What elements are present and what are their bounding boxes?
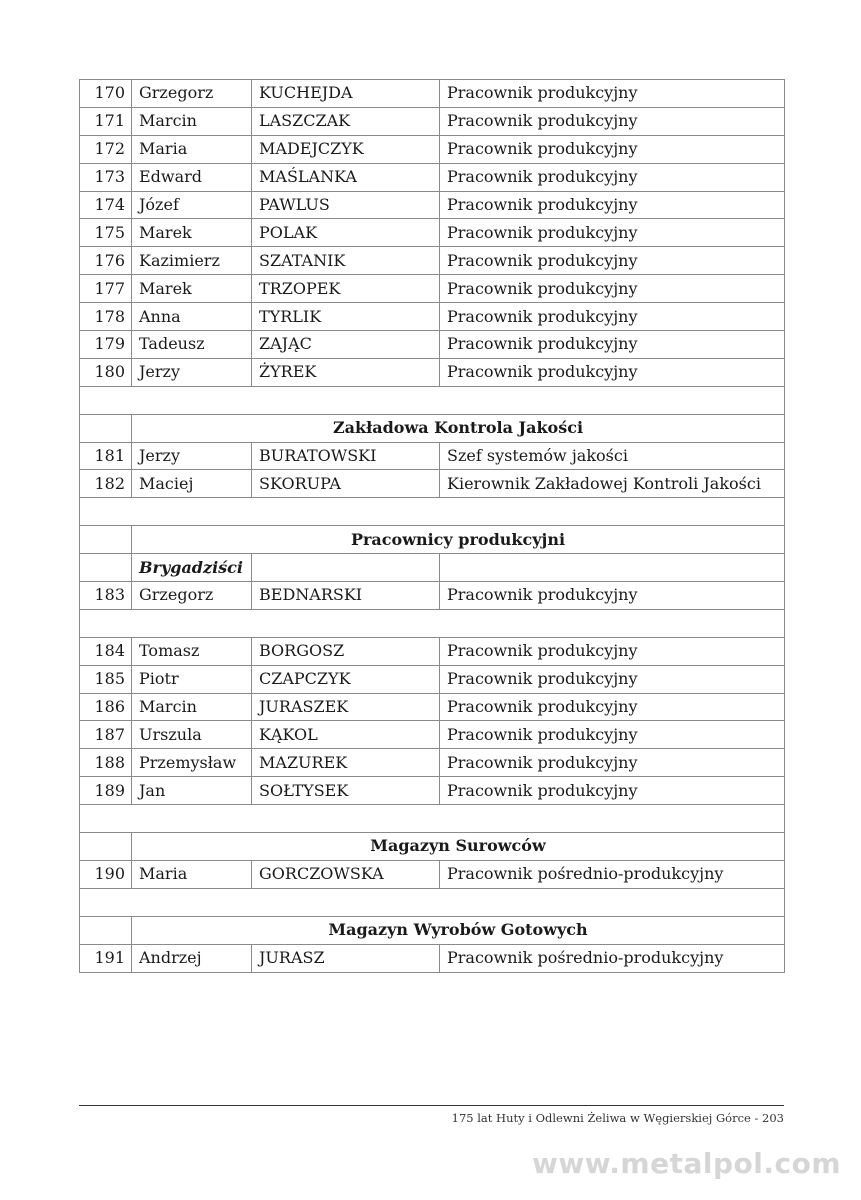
employee-number: 190 [80, 860, 132, 888]
empty-cell [252, 554, 440, 582]
first-name: Jerzy [132, 358, 252, 386]
job-position: Szef systemów jakości [440, 442, 785, 470]
last-name: GORCZOWSKA [252, 860, 440, 888]
staff-table-body [80, 80, 785, 973]
table-row [80, 275, 785, 303]
job-position: Pracownik produkcyjny [440, 163, 785, 191]
job-position: Pracownik produkcyjny [440, 637, 785, 665]
table-row [80, 665, 785, 693]
table-row [80, 135, 785, 163]
empty-cell [80, 609, 785, 637]
job-position: Pracownik produkcyjny [440, 777, 785, 805]
blank-row [80, 609, 785, 637]
employee-number: 181 [80, 442, 132, 470]
job-position: Pracownik produkcyjny [440, 107, 785, 135]
first-name: Anna [132, 303, 252, 331]
employee-number: 187 [80, 721, 132, 749]
employee-number: 173 [80, 163, 132, 191]
table-row [80, 442, 785, 470]
job-position: Pracownik produkcyjny [440, 693, 785, 721]
employee-number: 178 [80, 303, 132, 331]
blank-row [80, 888, 785, 916]
empty-cell [80, 386, 785, 414]
job-position: Kierownik Zakładowej Kontroli Jakości [440, 470, 785, 498]
first-name: Marcin [132, 693, 252, 721]
job-position: Pracownik produkcyjny [440, 247, 785, 275]
header-row [80, 414, 785, 442]
last-name: BURATOWSKI [252, 442, 440, 470]
first-name: Andrzej [132, 944, 252, 972]
job-position: Pracownik produkcyjny [440, 358, 785, 386]
page-footer: 175 lat Huty i Odlewni Żeliwa w Węgierskiej Górce - 203 [451, 1111, 784, 1125]
employee-number: 171 [80, 107, 132, 135]
empty-cell [80, 526, 132, 554]
last-name: BORGOSZ [252, 637, 440, 665]
table-row [80, 303, 785, 331]
first-name: Urszula [132, 721, 252, 749]
job-position: Pracownik pośrednio-produkcyjny [440, 860, 785, 888]
first-name: Grzegorz [132, 80, 252, 108]
first-name: Tadeusz [132, 331, 252, 359]
job-position: Pracownik produkcyjny [440, 721, 785, 749]
table-row [80, 693, 785, 721]
section-title: Magazyn Surowców [132, 833, 785, 861]
section-title: Zakładowa Kontrola Jakości [132, 414, 785, 442]
watermark: www.metalpol.com [531, 1147, 841, 1180]
last-name: TRZOPEK [252, 275, 440, 303]
job-position: Pracownik produkcyjny [440, 275, 785, 303]
job-position: Pracownik produkcyjny [440, 303, 785, 331]
section-title: Pracownicy produkcyjni [132, 526, 785, 554]
header-row [80, 526, 785, 554]
empty-cell [80, 414, 132, 442]
employee-number: 188 [80, 749, 132, 777]
last-name: TYRLIK [252, 303, 440, 331]
first-name: Maciej [132, 470, 252, 498]
employee-number: 176 [80, 247, 132, 275]
first-name: Tomasz [132, 637, 252, 665]
employee-number: 174 [80, 191, 132, 219]
employee-number: 191 [80, 944, 132, 972]
empty-cell [80, 888, 785, 916]
last-name: KĄKOL [252, 721, 440, 749]
last-name: SKORUPA [252, 470, 440, 498]
employee-number: 184 [80, 637, 132, 665]
header-row [80, 833, 785, 861]
empty-cell [80, 805, 785, 833]
job-position: Pracownik produkcyjny [440, 191, 785, 219]
table-row [80, 470, 785, 498]
last-name: POLAK [252, 219, 440, 247]
staff-table [79, 79, 785, 973]
last-name: SOŁTYSEK [252, 777, 440, 805]
last-name: MAŚLANKA [252, 163, 440, 191]
blank-row [80, 498, 785, 526]
employee-number: 177 [80, 275, 132, 303]
first-name: Piotr [132, 665, 252, 693]
job-position: Pracownik produkcyjny [440, 665, 785, 693]
first-name: Kazimierz [132, 247, 252, 275]
first-name: Jan [132, 777, 252, 805]
first-name: Maria [132, 135, 252, 163]
table-row [80, 860, 785, 888]
table-row [80, 191, 785, 219]
footer-rule [79, 1105, 784, 1106]
empty-cell [440, 554, 785, 582]
first-name: Jerzy [132, 442, 252, 470]
job-position: Pracownik produkcyjny [440, 582, 785, 610]
job-position: Pracownik produkcyjny [440, 135, 785, 163]
last-name: MADEJCZYK [252, 135, 440, 163]
last-name: CZAPCZYK [252, 665, 440, 693]
employee-number: 170 [80, 80, 132, 108]
table-row [80, 721, 785, 749]
table-row [80, 944, 785, 972]
first-name: Józef [132, 191, 252, 219]
employee-number: 183 [80, 582, 132, 610]
employee-number: 179 [80, 331, 132, 359]
first-name: Marek [132, 219, 252, 247]
table-row [80, 582, 785, 610]
table-row [80, 358, 785, 386]
group-row [80, 554, 785, 582]
blank-row [80, 805, 785, 833]
table-row [80, 637, 785, 665]
employee-number: 180 [80, 358, 132, 386]
last-name: KUCHEJDA [252, 80, 440, 108]
last-name: ŻYREK [252, 358, 440, 386]
table-row [80, 247, 785, 275]
table-row [80, 331, 785, 359]
first-name: Edward [132, 163, 252, 191]
job-position: Pracownik produkcyjny [440, 331, 785, 359]
last-name: JURASZEK [252, 693, 440, 721]
section-title: Magazyn Wyrobów Gotowych [132, 916, 785, 944]
blank-row [80, 386, 785, 414]
employee-number: 185 [80, 665, 132, 693]
table-row [80, 219, 785, 247]
first-name: Przemysław [132, 749, 252, 777]
empty-cell [80, 833, 132, 861]
first-name: Grzegorz [132, 582, 252, 610]
table-row [80, 107, 785, 135]
first-name: Marek [132, 275, 252, 303]
last-name: ZAJĄC [252, 331, 440, 359]
job-position: Pracownik produkcyjny [440, 219, 785, 247]
last-name: JURASZ [252, 944, 440, 972]
job-position: Pracownik pośrednio-produkcyjny [440, 944, 785, 972]
job-position: Pracownik produkcyjny [440, 749, 785, 777]
table-row [80, 777, 785, 805]
last-name: PAWLUS [252, 191, 440, 219]
empty-cell [80, 498, 785, 526]
table-row [80, 80, 785, 108]
first-name: Maria [132, 860, 252, 888]
employee-number: 172 [80, 135, 132, 163]
group-label: Brygadziści [132, 554, 252, 582]
last-name: LASZCZAK [252, 107, 440, 135]
empty-cell [80, 916, 132, 944]
job-position: Pracownik produkcyjny [440, 80, 785, 108]
table-row [80, 163, 785, 191]
employee-number: 182 [80, 470, 132, 498]
last-name: BEDNARSKI [252, 582, 440, 610]
employee-number: 175 [80, 219, 132, 247]
employee-number: 189 [80, 777, 132, 805]
empty-cell [80, 554, 132, 582]
table-row [80, 749, 785, 777]
header-row [80, 916, 785, 944]
first-name: Marcin [132, 107, 252, 135]
employee-number: 186 [80, 693, 132, 721]
last-name: SZATANIK [252, 247, 440, 275]
last-name: MAZUREK [252, 749, 440, 777]
